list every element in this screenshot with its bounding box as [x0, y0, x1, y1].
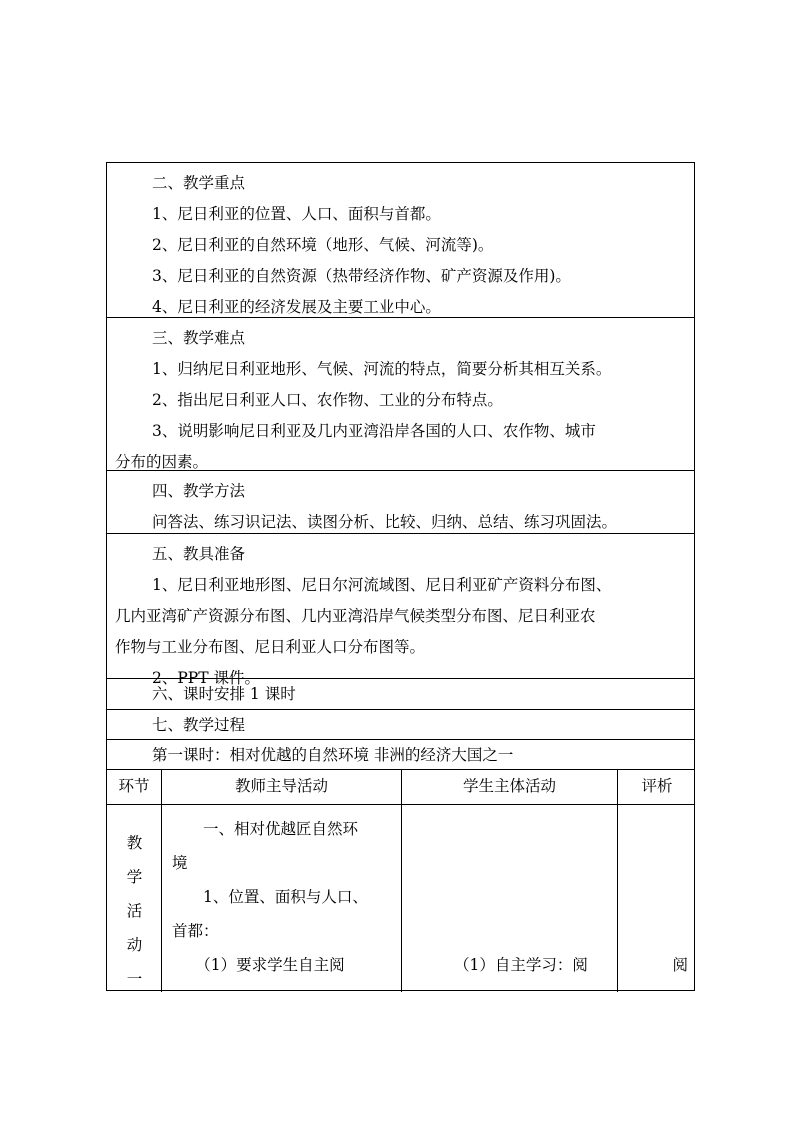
stage-char: 活: [126, 902, 143, 920]
key-points-section: [107, 163, 694, 318]
lesson-plan-table: [106, 162, 695, 991]
teacher-line: 境: [172, 854, 188, 872]
materials-item: 2、PPT 课件。: [152, 669, 260, 687]
stage-char: 教: [126, 834, 143, 852]
materials-item: 作物与工业分布图、尼日利亚人口分布图等。: [115, 638, 426, 656]
comment-text: 阅: [672, 956, 688, 974]
stage-char: 学: [126, 868, 143, 886]
schedule-section: [107, 679, 694, 710]
lesson1-title: 第一课时：相对优越的自然环境 非洲的经济大国之一: [152, 746, 514, 764]
materials-heading: 五、教具准备: [152, 545, 246, 563]
key-point-item: 4、尼日利亚的经济发展及主要工业中心。: [152, 298, 441, 316]
methods-heading: 四、教学方法: [152, 482, 246, 500]
key-point-item: 3、尼日利亚的自然资源（热带经济作物、矿产资源及作用)。: [152, 267, 571, 285]
header-stage: 环节: [107, 770, 162, 804]
schedule-text: 六、课时安排 1 课时: [152, 685, 296, 703]
methods-text: 问答法、练习识记法、读图分析、比较、归纳、总结、练习巩固法。: [152, 513, 618, 531]
difficulties-section: [107, 318, 694, 471]
comment-cell: [618, 804, 696, 992]
key-point-item: 1、尼日利亚的位置、人口、面积与首都。: [152, 205, 441, 223]
process-section: [107, 710, 694, 740]
student-activity-cell: [402, 804, 618, 992]
teacher-line: （1）要求学生自主阅: [172, 956, 345, 974]
teacher-line: 首都：: [172, 922, 219, 940]
key-points-heading: 二、教学重点: [152, 174, 246, 192]
difficulty-item: 分布的因素。: [115, 453, 209, 471]
student-activity-text: （1）自主学习：阅: [454, 956, 588, 974]
stage-label: [107, 826, 162, 996]
stage-char: 动: [126, 936, 143, 954]
materials-item: 1、尼日利亚地形图、尼日尔河流域图、尼日利亚矿产资料分布图、: [152, 576, 612, 594]
teacher-activity-cell: [162, 804, 402, 992]
stage-char: 一: [126, 970, 143, 988]
difficulty-item: 2、指出尼日利亚人口、农作物、工业的分布特点。: [152, 391, 503, 409]
table-row: [107, 804, 694, 992]
process-heading: 七、教学过程: [152, 716, 246, 734]
lesson1-section: [107, 740, 694, 770]
difficulties-heading: 三、教学难点: [152, 329, 246, 347]
methods-section: [107, 471, 694, 534]
header-comment: 评析: [641, 777, 673, 795]
materials-section: [107, 534, 694, 687]
teacher-line: 1、位置、面积与人口、: [172, 888, 368, 906]
teacher-line: 一、相对优越匠自然环: [172, 820, 359, 838]
table-header-row: [107, 770, 694, 805]
header-teacher-activity: 教师主导活动: [162, 770, 402, 804]
difficulty-item: 3、说明影响尼日利亚及几内亚湾沿岸各国的人口、农作物、城市: [152, 422, 596, 440]
difficulty-item: 1、归纳尼日利亚地形、气候、河流的特点，简要分析其相互关系。: [152, 360, 612, 378]
key-point-item: 2、尼日利亚的自然环境（地形、气候、河流等)。: [152, 236, 494, 254]
materials-item: 几内亚湾矿产资源分布图、几内亚湾沿岸气候类型分布图、尼日利亚农: [115, 607, 596, 625]
stage-cell: [107, 804, 162, 992]
header-student-activity: 学生主体活动: [402, 770, 618, 804]
teacher-activity-text: [172, 812, 397, 982]
